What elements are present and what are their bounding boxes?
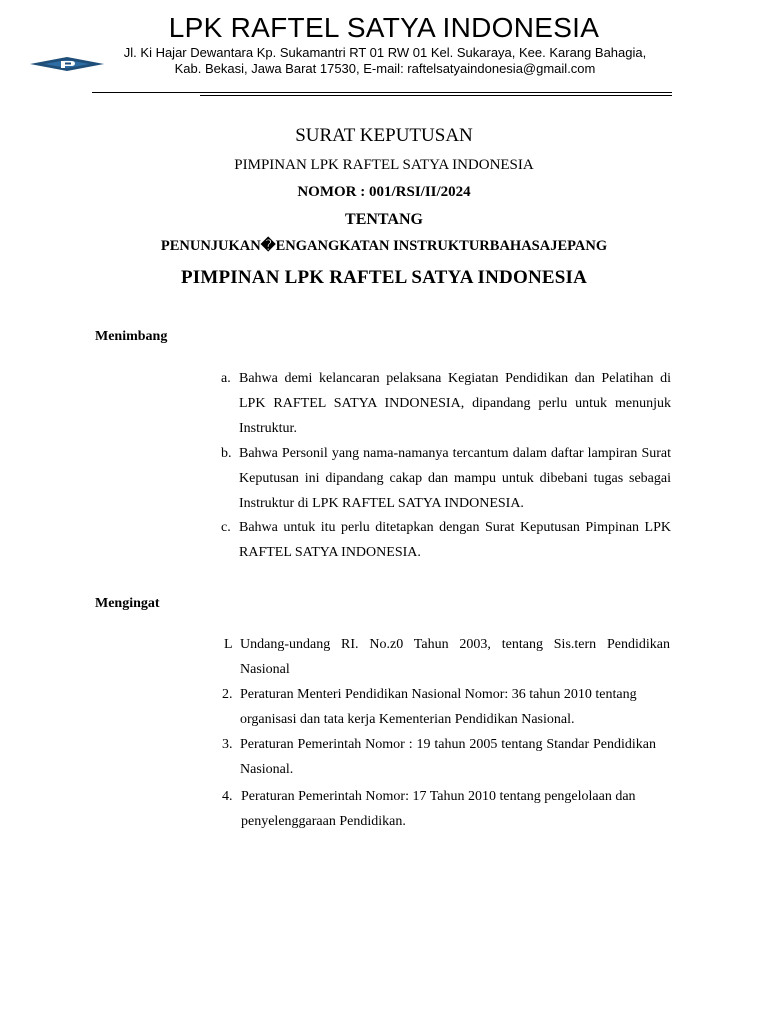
list-item-text: Peraturan Pemerintah Nomor: 17 Tahun 2010 tentang pengelolaan dan penyelenggaraan Pendidikan. [241, 789, 636, 829]
header-divider-secondary [200, 95, 672, 96]
list-marker: c. [221, 520, 231, 535]
document-number: NOMOR : 001/RSI/II/2024 [297, 184, 471, 200]
list-item-text: Bahwa untuk itu perlu ditetapkan dengan Surat Keputusan Pimpinan LPK RAFTEL SATYA INDONESIA. [239, 520, 671, 560]
list-marker: 3. [222, 737, 233, 752]
list-marker: 2. [222, 687, 233, 702]
list-item-text: Bahwa Personil yang nama-namanya tercantum dalam daftar lampiran Surat Keputusan ini dipandang cakap dan mampu untuk dibebani tugas sebagai Instruktur di LPK RAFTEL SATYA INDONESIA. [239, 446, 671, 511]
list-item-text: Peraturan Pemerintah Nomor : 19 tahun 2005 tentang Standar Pendidikan Nasional. [240, 737, 656, 777]
document-title: SURAT KEPUTUSAN [295, 125, 473, 146]
subject-text: PENUNJUKAN�ENGANGKATAN INSTRUKTURBAHASAJEPANG [160, 238, 608, 254]
list-item-text: Peraturan Menteri Pendidikan Nasional Nomor: 36 tahun 2010 tentang organisasi dan tata kerja Kementerian Pendidikan Nasional. [240, 687, 637, 727]
address-line-2: Kab. Bekasi, Jawa Barat 17530, E-mail: raftelsatyaindonesia@gmail.com [174, 61, 596, 76]
list-marker: b. [221, 446, 232, 461]
section-label-menimbang: Menimbang [95, 329, 168, 344]
organization-logo-icon [30, 56, 104, 72]
list-marker: L [224, 637, 233, 652]
address-line-1: Jl. Ki Hajar Dewantara Kp. Sukamantri RT 01 RW 01 Kel. Sukaraya, Kee. Karang Bahagia, [123, 45, 647, 60]
subject-label: TENTANG [345, 211, 423, 228]
organization-name: LPK RAFTEL SATYA INDONESIA [168, 12, 600, 43]
list-marker: 4. [222, 789, 233, 804]
list-marker: a. [221, 371, 231, 386]
issuer-line: PIMPINAN LPK RAFTEL SATYA INDONESIA [234, 157, 534, 173]
list-item-text: Bahwa demi kelancaran pelaksana Kegiatan Pendidikan dan Pelatihan di LPK RAFTEL SATYA INDONESIA, dipandang perlu untuk menunjuk Instruktur. [239, 371, 671, 436]
list-item-text: Undang-undang RI. No.z0 Tahun 2003, tentang Sis.tern Pendidikan Nasional [240, 637, 670, 677]
section-label-mengingat: Mengingat [95, 596, 160, 611]
header-divider [92, 92, 672, 93]
issuer-heading: PIMPINAN LPK RAFTEL SATYA INDONESIA [180, 267, 588, 288]
